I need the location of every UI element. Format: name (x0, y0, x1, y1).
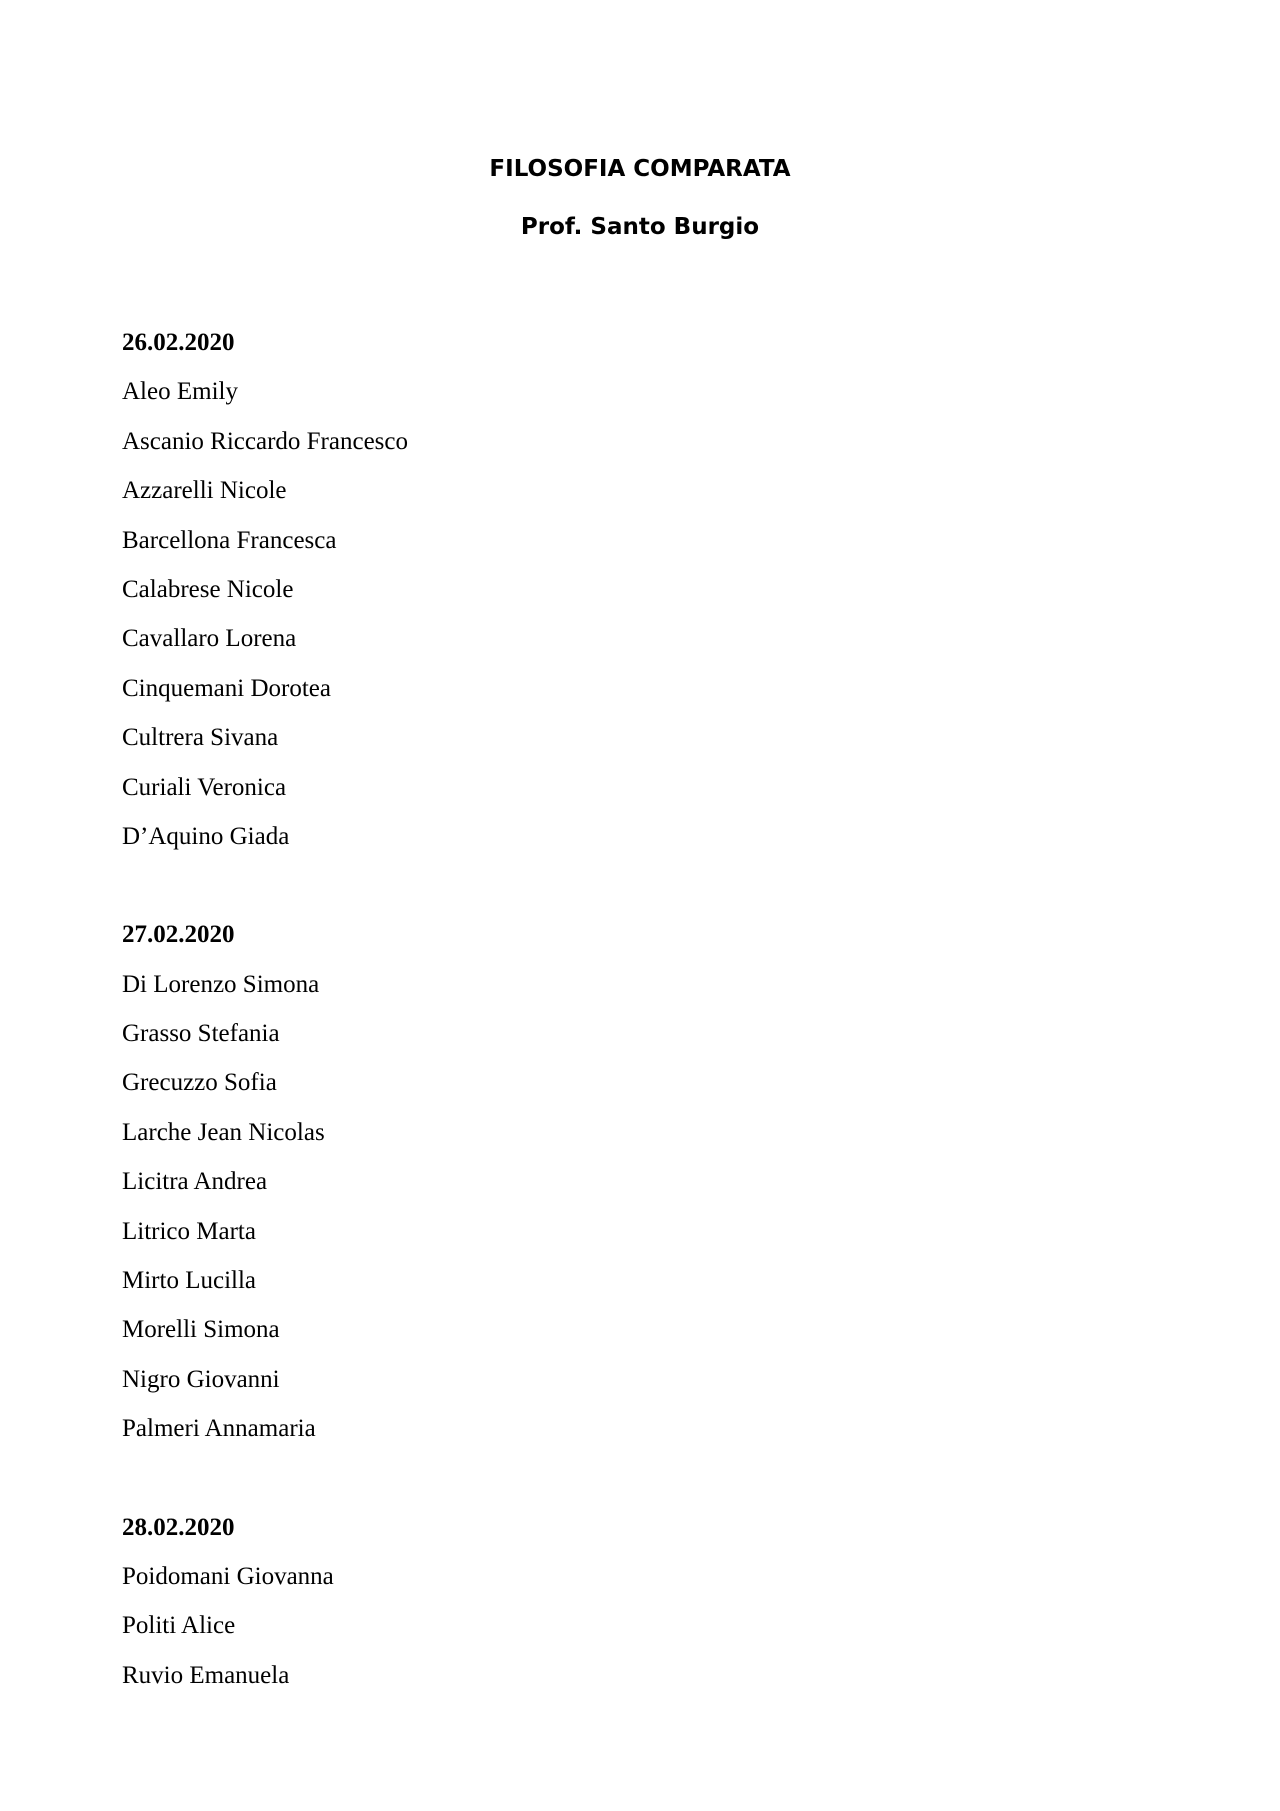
student-name: Grasso Stefania (122, 1020, 280, 1048)
student-name: Curiali Veronica (122, 773, 287, 801)
student-name: Di Lorenzo Simona (122, 970, 320, 998)
student-name: Morelli Simona (122, 1316, 280, 1344)
document-title: FILOSOFIA COMPARATA (489, 156, 791, 182)
student-name: Politi Alice (122, 1612, 236, 1640)
student-name: Nigro Giovanni (122, 1365, 280, 1393)
student-name: Calabrese Nicole (122, 575, 294, 603)
student-name: Azzarelli Nicole (122, 477, 287, 505)
section-date: 28.02.2020 (122, 1513, 235, 1541)
student-list (122, 1552, 408, 1700)
student-name: Larche Jean Nicolas (122, 1118, 325, 1146)
schedule-section (122, 318, 408, 861)
section-date: 26.02.2020 (122, 329, 235, 356)
document-subtitle: Prof. Santo Burgio (520, 214, 760, 240)
student-name: Palmeri Annamaria (122, 1415, 316, 1443)
student-name: Barcellona Francesca (122, 526, 337, 554)
schedule-list (122, 318, 408, 1700)
student-name: Aleo Emily (122, 378, 238, 406)
student-name: Litrico Marta (122, 1217, 256, 1245)
student-list (122, 960, 408, 1454)
student-name: D’Aquino Giada (122, 822, 290, 850)
student-name: Poidomani Giovanna (122, 1562, 334, 1590)
student-name: Licitra Andrea (122, 1168, 268, 1196)
student-name: Cavallaro Lorena (122, 625, 297, 653)
schedule-section (122, 1503, 408, 1701)
student-name: Mirto Lucilla (122, 1267, 256, 1295)
student-name: Ascanio Riccardo Francesco (122, 427, 408, 455)
student-name: Cultrera Sivana (122, 724, 279, 752)
student-name: Cinquemani Dorotea (122, 674, 331, 702)
student-name: Grecuzzo Sofia (122, 1069, 277, 1097)
student-name: Ruvio Emanuela (122, 1661, 290, 1689)
schedule-section (122, 910, 408, 1453)
section-date: 27.02.2020 (122, 921, 235, 949)
student-list (122, 367, 408, 861)
